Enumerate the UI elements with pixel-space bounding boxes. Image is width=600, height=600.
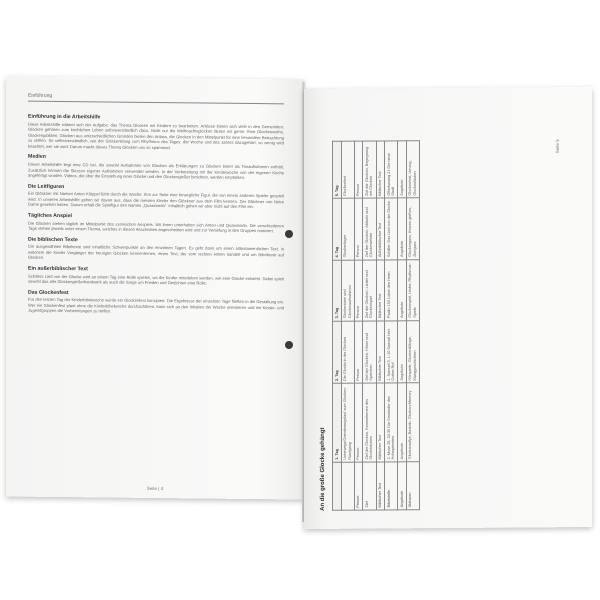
table-cell: 2. Mose 28, 33-35 Die Gewänder des Hohepriesters: [385, 383, 398, 462]
table-header-row: [333, 141, 342, 510]
row-header: Person: [354, 462, 363, 510]
table-cell: Glockenlager: [341, 199, 354, 260]
table-cell: Angebote: [398, 259, 407, 320]
section: [28, 236, 284, 263]
section: [28, 154, 284, 181]
table-cell: Person: [354, 321, 363, 384]
row-header: Bibelstelle: [385, 462, 398, 510]
schedule-table: [332, 140, 420, 511]
table-row: [363, 141, 376, 510]
table-cell: Glockenguss, Kerzen gießen, Zinnguss: [406, 198, 419, 259]
column-header: 5. Tag: [333, 141, 342, 198]
table-cell: Außerbiblischer Text: [376, 198, 385, 259]
row-header: [341, 462, 354, 510]
section-text: Die Glocken stehen täglich im Mittelpunkt des szenischen Anspiels. Mit ihnen unterhalten sich Anton und Quasimodo. Die verschiedenen Tage stehen jeweils unter einem Thema, welches in diesen Abschnitten angeschnitten wird und zur Vertiefung in den Gruppen motiviert.: [28, 220, 284, 234]
section-title: Die Leitfiguren: [28, 183, 65, 190]
section-text: Schillers Lied von der Glocke wird an einem Tag eine Rolle spielen, wo die Kinder miterleben werden, wie eine Glocke entsteht. Dabei spielt sowohl das alte Glockengießerhandwerk als auch die Sorge um Frieden und Gedichten eine Rolle.: [28, 273, 284, 286]
table-cell: Glockenspiel, Lieder, Rhythmus-Spiele: [406, 259, 419, 320]
table-row: [376, 141, 385, 510]
page-number: Seite 5: [555, 139, 560, 154]
section-text: Die ausgewählten Bibeltexte sind inhaltliche Schwerpunkte an den einzelnen Tagen. Es geht dann um einen alttestamentlichen Text, in welchem die Kinder Vorgänger der heutigen Glocken kennenlernen, einen Text, der vom rechten Hören handelt und um Bibeltexte auf Glocken.: [28, 243, 284, 261]
table-row: [406, 141, 419, 510]
section-text: Für den letzten Tag der Kinderbibelwoche wurde ein Glockenfest konzipiert. Die Ergebnisse der einzelnen Tage fließen in die Gestaltung ein. Wer ein Glockenfest plant ohne die Kinderbibelwoche durchzuführen, kann sich an den Inhalten der Woche orientieren und mit Kinder- und Jugendgruppen die Vorbereitungen zu treffen.: [28, 296, 284, 314]
table-cell: Person: [354, 141, 363, 198]
table-cell: 1. Samuel 3, 1-10 Samuel hört Gottes Ruf: [385, 320, 398, 383]
row-header: Biblischer Text: [376, 462, 385, 510]
table-cell: Glockenfest, Umzug, Glockenläuten: [406, 141, 419, 198]
section: [28, 266, 284, 287]
row-header: Ziel: [363, 462, 376, 510]
right-page: [304, 87, 592, 529]
table-title: An die große Glocke gehängt: [320, 427, 326, 511]
table-cell: Schiller: Das Lied von der Glocke: [385, 198, 398, 259]
table-row: [354, 141, 363, 510]
row-header: Angebote: [398, 462, 407, 510]
table-cell: Die Glocke in der Glocken: [341, 321, 354, 384]
table-cell: Person: [354, 199, 363, 260]
table-cell: Glockenrallye, Basteln, Glocken-Memory: [406, 383, 419, 462]
punch-hole: [285, 230, 293, 238]
section-text: Diese Arbeitshilfe widmet sich der Aufgabe, das Thema Glocken mit Kindern zu bearbeiten. Anlässe bieten sich viele in den Gemeinden: Glocken gehören zum kirchlichen Leben selbstverständlich dazu. Nicht nur die Weihnachtsglocken läuten wir gerne. Eine Glockenweihe, Glockenjubiläen, Glocken aus unterschiedlichen Gründen bieten den Anlass, die Glocken in den Mittelpunkt für eine besondere Betrachtung zu stellen. So selbstverständlich, wie der Glockenklang zum Rhythmus des Tages, der Woche und des Jahres dazugehört, so wenig wird beachtet, wer sie sind. Darum macht dieses Thema Glocken uns so spannend.: [28, 121, 284, 151]
section-title: Die biblischen Texte: [28, 236, 78, 243]
section-title: Das Glockenfest: [28, 289, 69, 296]
table-cell: Offenbarung 21 Die neue Stadt: [385, 141, 398, 198]
running-head: Einführung: [28, 92, 53, 99]
column-header: 1. Tag: [333, 383, 342, 462]
table-cell: Angebote: [398, 198, 407, 259]
header-rule: [28, 101, 284, 105]
table-cell: Glockenturm und Glockenaufnahmen: [341, 260, 354, 321]
left-page: [6, 76, 304, 499]
rotated-table-area: [320, 119, 570, 511]
section: [28, 183, 284, 210]
punch-hole: [285, 341, 293, 349]
section-title: Tägliches Anspiel: [28, 212, 72, 220]
table-cell: Biblischer Text: [376, 321, 385, 384]
section-text: Ein Glöckner mit Namen Anton Klöppel führt durch die Woche. Ihm zur Seite eine bewegliche Figur, die von einem anderen Spieler gespielt wird. In unseren Arbeitshilfe gehen wir davon aus, dass die meisten Kinder den Glöckner aus dem Film kennen. Der Glöckner von Notre Dame gesehen haben. Darum erhält die Spielfigur den Namen „Quasimodo“. Inhaltlich gehen wir aber nicht auf den Film ein.: [28, 190, 284, 210]
page-number: Seite | 4: [146, 485, 164, 492]
table-cell: Glockenfest: [341, 141, 354, 198]
table-cell: Angebote: [398, 141, 407, 198]
table-cell: Ziel der Glocken, Begegnung mit Glocken: [363, 141, 376, 198]
section: [28, 213, 284, 234]
table-cell: Angebote: [398, 320, 407, 383]
section-title: Medien: [28, 154, 46, 161]
table-row: [398, 141, 407, 510]
table-cell: Unterwegs/Orientierungslauf zum Glocken-Rundgang: [341, 383, 354, 462]
table-cell: Psalm 150 Lobet den Herrn: [385, 260, 398, 321]
section-title: Ein außerbiblischer Text: [28, 265, 88, 273]
column-header: 3. Tag: [333, 260, 342, 321]
section-text: Dieser Arbeitshilfe liegt eine CD bei, die sowohl Aufnahmen von Glocken als Erklärungen zu Glocken bietet als Tonaufnahmen enthält. Zusätzlich können die Skizzen eigener Aufnahmen verwendet werden. In der Vorbereitung mit der Kinderwoche von der eigenen Kirche angefertigt wurden. Videos, die über die Entstehung einer Glocke und den Glockengießer berichten, werden empfohlen.: [28, 161, 284, 181]
section-title: Einführung in die Arbeitshilfe: [28, 113, 101, 121]
column-header: 2. Tag: [333, 321, 342, 384]
table-cell: Ziel der Glocken, Hören und Sprechen: [363, 321, 376, 384]
table-cell: Angebote: [398, 383, 407, 462]
section: [28, 114, 284, 152]
table-row: [385, 141, 398, 510]
table-cell: Ziel der Glocken, Abläufe und Glockenwörter: [363, 198, 376, 259]
table-cell: Biblischer Text: [376, 260, 385, 321]
table-cell: Person: [354, 260, 363, 321]
column-header: 4. Tag: [333, 199, 342, 260]
table-cell: Biblischer Text: [376, 141, 385, 198]
table-cell: Person: [354, 383, 363, 462]
table-row: [341, 141, 354, 510]
section: [28, 289, 284, 316]
left-page-content: [28, 109, 284, 317]
table-cell: Ziel der Glocken, Lieder und Glockenspiel: [363, 260, 376, 321]
row-header: Aktionen: [406, 462, 419, 510]
column-header: [333, 462, 342, 510]
table-cell: Biblischer Text: [376, 383, 385, 462]
table-cell: Ziel der Glocken, Kennenlernen des Glockenturms: [363, 383, 376, 462]
table-cell: Hörspiele, Glockenklänge, Klanggeschichten: [406, 320, 419, 383]
